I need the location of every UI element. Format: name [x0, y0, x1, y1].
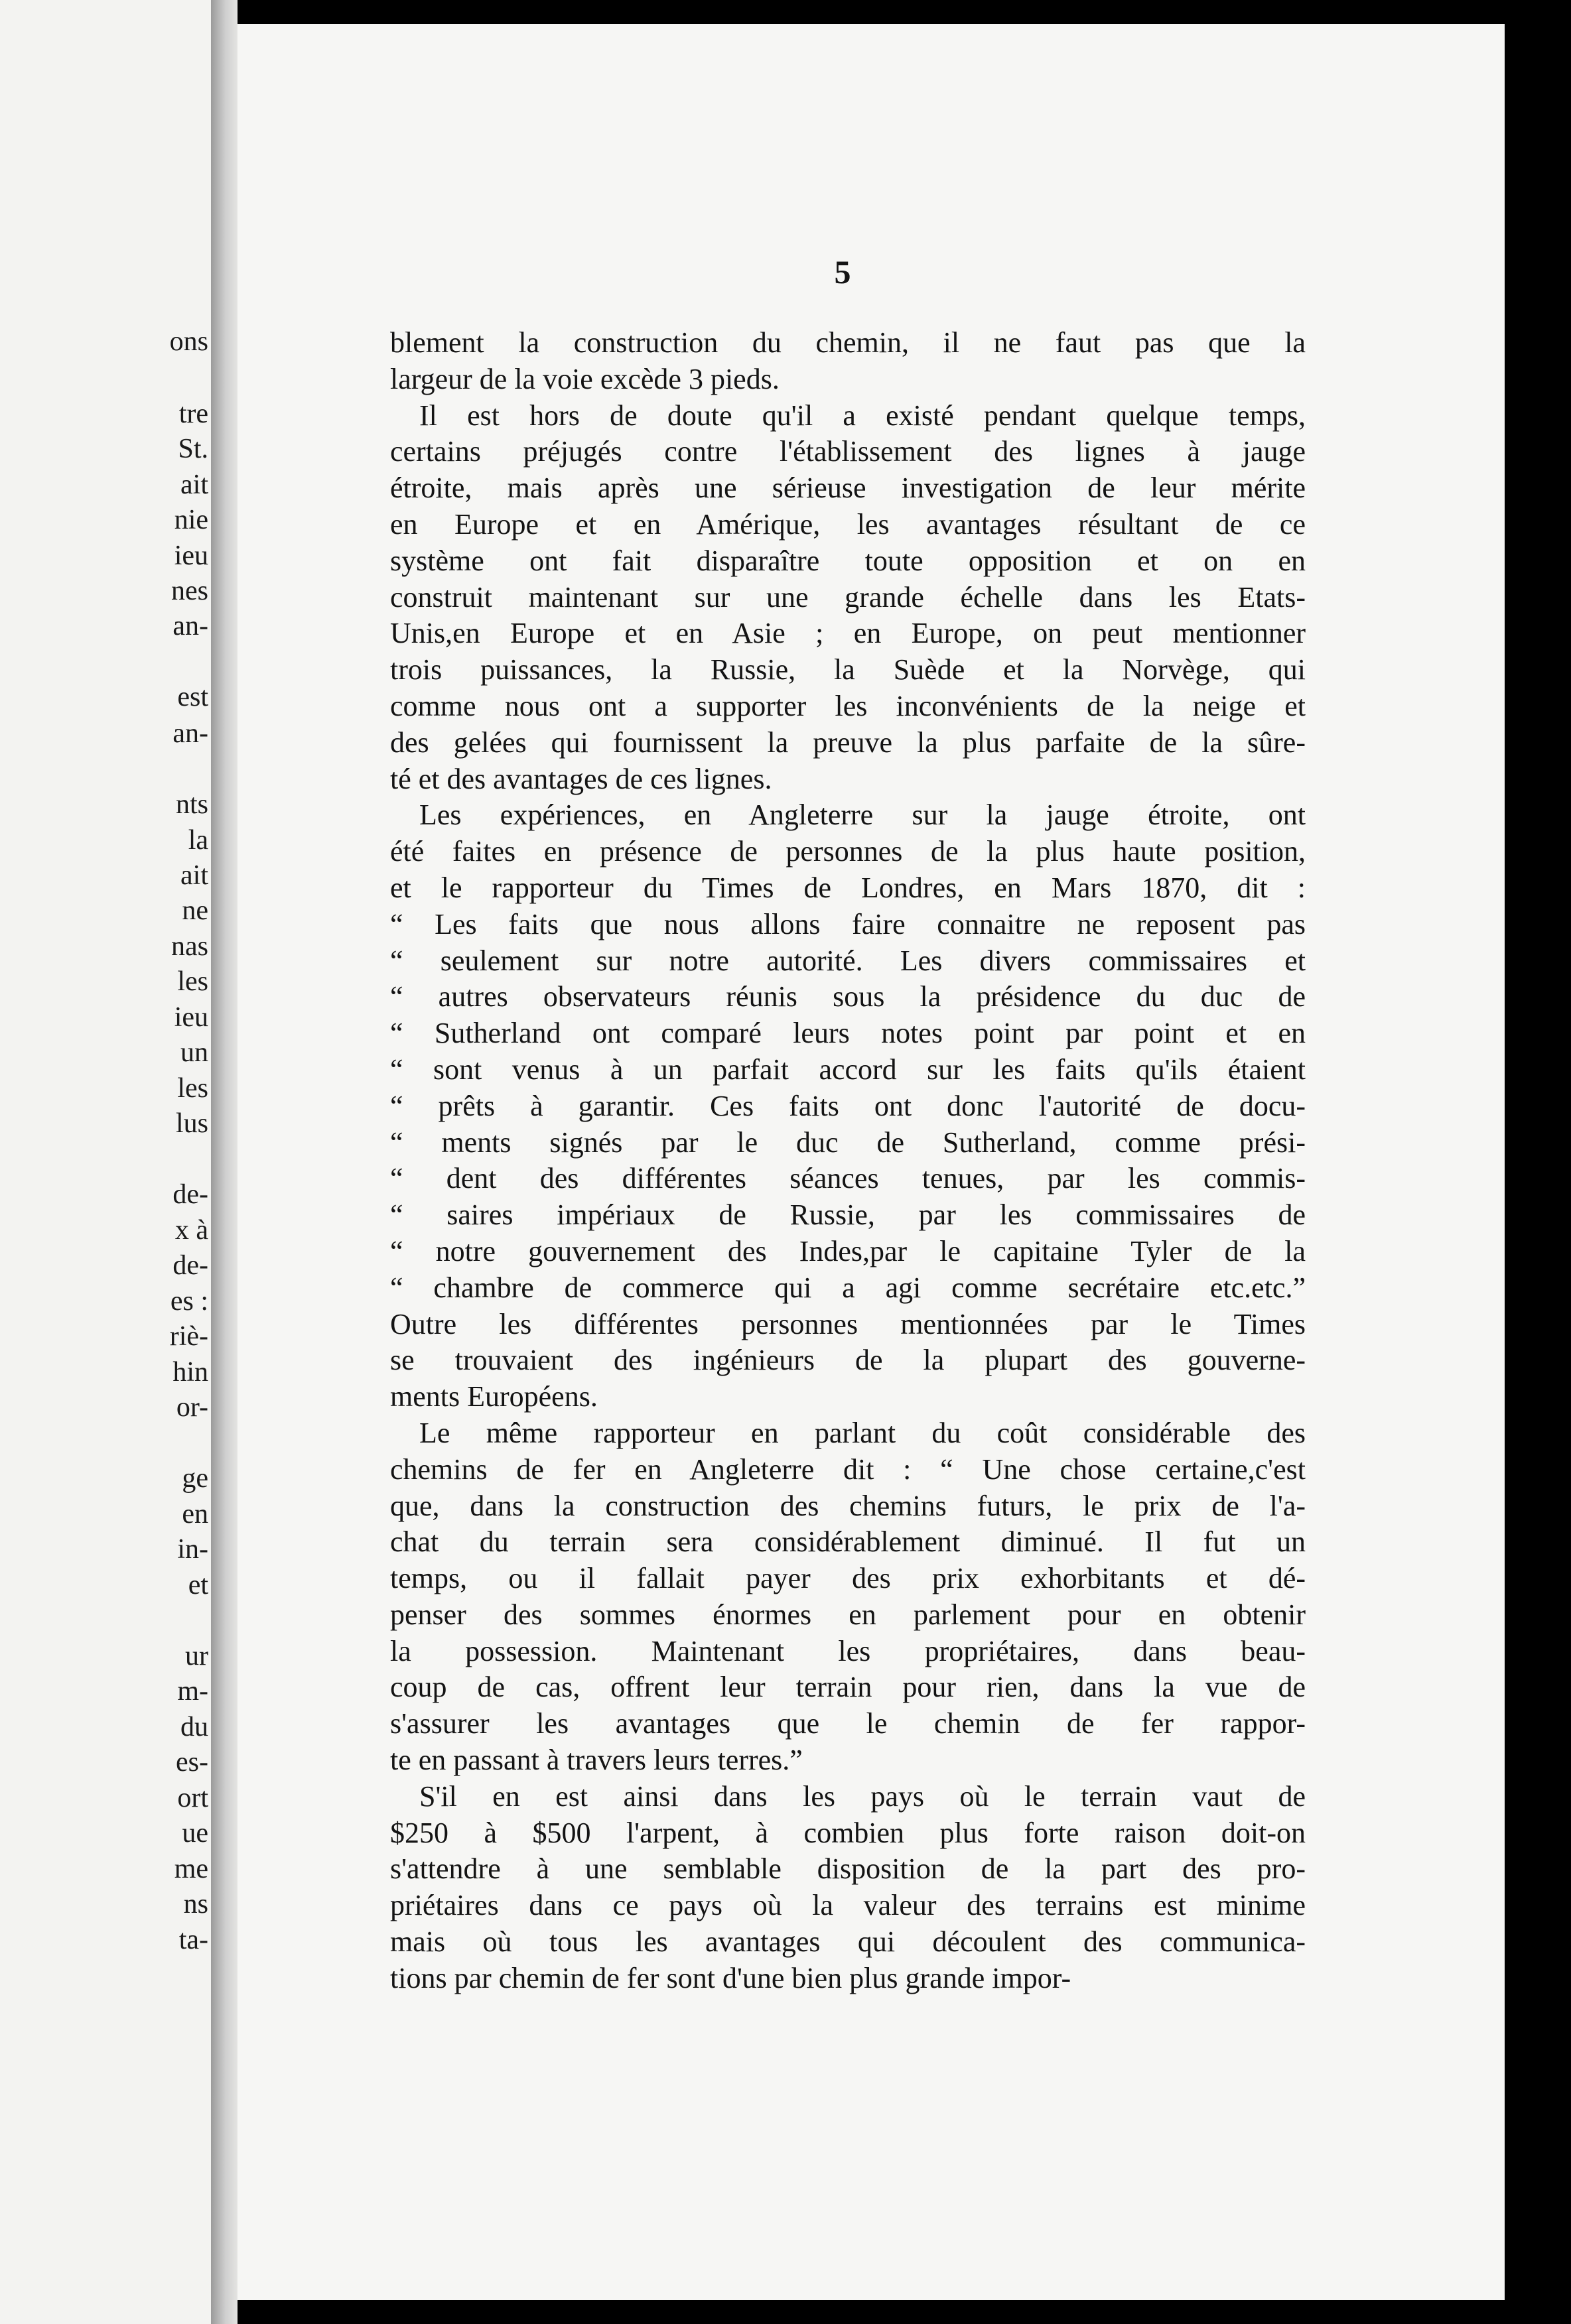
text-line: Il est hors de doute qu'il a existé pendant quelque temps,: [419, 399, 1306, 432]
adjacent-page-fragment: St.: [178, 434, 208, 464]
adjacent-page-edge: [0, 0, 211, 2324]
text-line: “ Les faits que nous allons faire connaitre ne reposent pas: [390, 907, 1306, 940]
adjacent-page-fragment: hin: [172, 1357, 208, 1388]
text-line: trois puissances, la Russie, la Suède et la Norvège, qui: [390, 653, 1306, 686]
text-line: certains préjugés contre l'établissement des lignes à jauge: [390, 435, 1306, 468]
text-line: “ Sutherland ont comparé leurs notes point par point et en: [390, 1017, 1306, 1050]
adjacent-page-fragment: in-: [177, 1534, 208, 1565]
text-line: penser des sommes énormes en parlement pour en obtenir: [390, 1598, 1306, 1631]
text-line: que, dans la construction des chemins futurs, le prix de l'a-: [390, 1489, 1306, 1522]
text-line: “ dent des différentes séances tenues, par les commis-: [390, 1162, 1306, 1195]
text-line: en Europe et en Amérique, les avantages résultant de ce: [390, 507, 1306, 541]
adjacent-page-fragment: nas: [171, 931, 208, 962]
text-line: “ seulement sur notre autorité. Les divers commissaires et: [390, 944, 1306, 977]
adjacent-page-fragment: un: [180, 1037, 208, 1068]
adjacent-page-fragment: nts: [175, 789, 208, 820]
body-text: [390, 325, 1306, 1997]
text-line: té et des avantages de ces lignes.: [390, 762, 772, 795]
adjacent-page-fragment: et: [188, 1570, 208, 1600]
adjacent-page-fragment: est: [177, 682, 208, 712]
page-number: 5: [834, 253, 851, 290]
text-line: te en passant à travers leurs terres.”: [390, 1744, 803, 1777]
adjacent-page-fragment: nes: [171, 576, 208, 606]
adjacent-page-fragment: en: [182, 1499, 208, 1529]
adjacent-page-fragment: lus: [175, 1108, 208, 1139]
adjacent-page-fragment: ns: [183, 1889, 208, 1919]
text-line: construit maintenant sur une grande échelle dans les Etats-: [390, 580, 1306, 613]
adjacent-page-fragment: es :: [170, 1286, 208, 1317]
adjacent-page-fragment: ait: [180, 470, 208, 500]
text-line: S'il en est ainsi dans les pays où le terrain vaut de: [419, 1779, 1306, 1813]
text-line: se trouvaient des ingénieurs de la plupart des gouverne-: [390, 1344, 1306, 1377]
text-line: priétaires dans ce pays où la valeur des terrains est minime: [390, 1889, 1306, 1922]
adjacent-page-fragment: x à: [174, 1215, 208, 1246]
text-line: “ autres observateurs réunis sous la présidence du duc de: [390, 980, 1306, 1013]
adjacent-page-fragment: ur: [185, 1641, 208, 1671]
text-line: “ prêts à garantir. Ces faits ont donc l'autorité de docu-: [390, 1089, 1306, 1122]
adjacent-page-fragment: an-: [172, 718, 208, 749]
text-line: temps, ou il fallait payer des prix exhorbitants et dé-: [390, 1562, 1306, 1595]
text-line: $250 à $500 l'arpent, à combien plus forte raison doit-on: [390, 1816, 1306, 1849]
adjacent-page-fragment: ieu: [174, 541, 208, 571]
text-line: “ chambre de commerce qui a agi comme secrétaire etc.etc.”: [390, 1271, 1306, 1304]
text-line: s'assurer les avantages que le chemin de fer rappor-: [390, 1707, 1306, 1740]
text-line: blement la construction du chemin, il ne faut pas que la: [390, 326, 1306, 359]
page-gutter: [211, 0, 238, 2324]
text-line: Outre les différentes personnes mentionnées par le Times: [390, 1307, 1306, 1340]
adjacent-page-fragment: m-: [177, 1676, 208, 1707]
text-line: été faites en présence de personnes de la plus haute position,: [390, 835, 1306, 868]
text-line: étroite, mais après une sérieuse investigation de leur mérite: [390, 472, 1306, 505]
text-line: mais où tous les avantages qui découlent des communica-: [390, 1925, 1306, 1959]
adjacent-page-fragment: ieu: [174, 1002, 208, 1033]
adjacent-page-fragment: les: [177, 966, 208, 997]
text-line: chat du terrain sera considérablement diminué. Il fut un: [390, 1525, 1306, 1559]
adjacent-page-fragment: du: [180, 1712, 208, 1742]
adjacent-page-fragment: ne: [182, 895, 208, 926]
text-line: largeur de la voie excède 3 pieds.: [390, 362, 780, 395]
text-line: ments Européens.: [390, 1380, 598, 1413]
text-line: chemins de fer en Angleterre dit : “ Une chose certaine,c'est: [390, 1452, 1306, 1486]
text-line: et le rapporteur du Times de Londres, en Mars 1870, dit :: [390, 871, 1306, 904]
adjacent-page-fragment: me: [174, 1854, 208, 1884]
adjacent-page-fragment: ort: [177, 1783, 208, 1813]
adjacent-page-fragment: nie: [174, 505, 208, 535]
adjacent-page-fragment: riè-: [169, 1321, 208, 1352]
adjacent-page-fragment: les: [177, 1073, 208, 1104]
text-line: “ ments signés par le duc de Sutherland, comme prési-: [390, 1126, 1306, 1159]
text-line: “ sont venus à un parfait accord sur les faits qu'ils étaient: [390, 1053, 1306, 1086]
scan-border: [1505, 0, 1571, 2324]
text-line: comme nous ont a supporter les inconvénients de la neige et: [390, 689, 1306, 722]
adjacent-page-fragment: la: [188, 825, 208, 856]
adjacent-page-fragment: es-: [176, 1747, 208, 1777]
text-line: Les expériences, en Angleterre sur la jauge étroite, ont: [419, 799, 1306, 832]
text-line: s'attendre à une semblable disposition de la part des pro-: [390, 1852, 1306, 1886]
text-line: des gelées qui fournissent la preuve la plus parfaite de la sûre-: [390, 726, 1306, 759]
text-line: la possession. Maintenant les propriétaires, dans beau-: [390, 1634, 1306, 1667]
adjacent-page-fragment: ue: [182, 1818, 208, 1848]
adjacent-page-fragment: ta-: [178, 1925, 208, 1955]
adjacent-page-fragment: de-: [172, 1179, 208, 1210]
text-line: “ saires impériaux de Russie, par les commissaires de: [390, 1198, 1306, 1232]
adjacent-page-fragment: or-: [176, 1392, 208, 1423]
adjacent-page-fragment: an-: [172, 611, 208, 641]
adjacent-page-fragment: de-: [172, 1250, 208, 1281]
adjacent-page-fragment: ge: [182, 1463, 208, 1494]
adjacent-page-fragment: ait: [180, 860, 208, 891]
text-line: système ont fait disparaître toute opposition et on en: [390, 544, 1306, 577]
adjacent-page-fragment: tre: [178, 399, 208, 429]
adjacent-page-fragment: ons: [169, 326, 208, 357]
adjacent-page-text-fragments: [0, 0, 211, 2324]
text-line: tions par chemin de fer sont d'une bien plus grande impor-: [390, 1961, 1071, 1994]
text-line: Unis,en Europe et en Asie ; en Europe, on peut mentionner: [390, 617, 1306, 650]
text-line: coup de cas, offrent leur terrain pour rien, dans la vue de: [390, 1671, 1306, 1704]
text-line: Le même rapporteur en parlant du coût considérable des: [419, 1416, 1306, 1449]
text-line: “ notre gouvernement des Indes,par le capitaine Tyler de la: [390, 1234, 1306, 1267]
